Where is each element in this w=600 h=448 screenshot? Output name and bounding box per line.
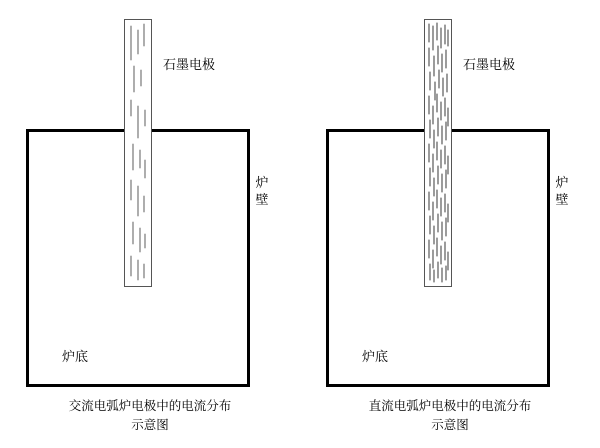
caption-ac-line2: 示意图 (131, 417, 169, 432)
furnace-top-edge-left-dc (326, 129, 424, 132)
label-furnace-bottom-dc: 炉底 (362, 350, 389, 365)
label-furnace-wall-ac: 炉壁 (255, 176, 269, 208)
label-furnace-bottom-ac: 炉底 (62, 350, 89, 365)
graphite-electrode-ac (124, 19, 152, 287)
caption-dc (300, 396, 600, 434)
caption-ac (0, 396, 300, 434)
caption-ac-line1: 交流电弧炉电极中的电流分布 (68, 398, 232, 413)
label-graphite-electrode-ac: 石墨电极 (163, 58, 216, 73)
label-furnace-wall-dc: 炉壁 (555, 176, 569, 208)
label-graphite-electrode-dc: 石墨电极 (463, 58, 516, 73)
graphite-electrode-dc (424, 19, 452, 287)
furnace-top-edge-right-dc (452, 129, 550, 132)
caption-dc-line1: 直流电弧炉电极中的电流分布 (368, 398, 532, 413)
figure-dc-arc-furnace (300, 0, 600, 448)
furnace-top-edge-left-ac (26, 129, 124, 132)
furnace-top-edge-right-ac (152, 129, 250, 132)
caption-dc-line2: 示意图 (431, 417, 469, 432)
